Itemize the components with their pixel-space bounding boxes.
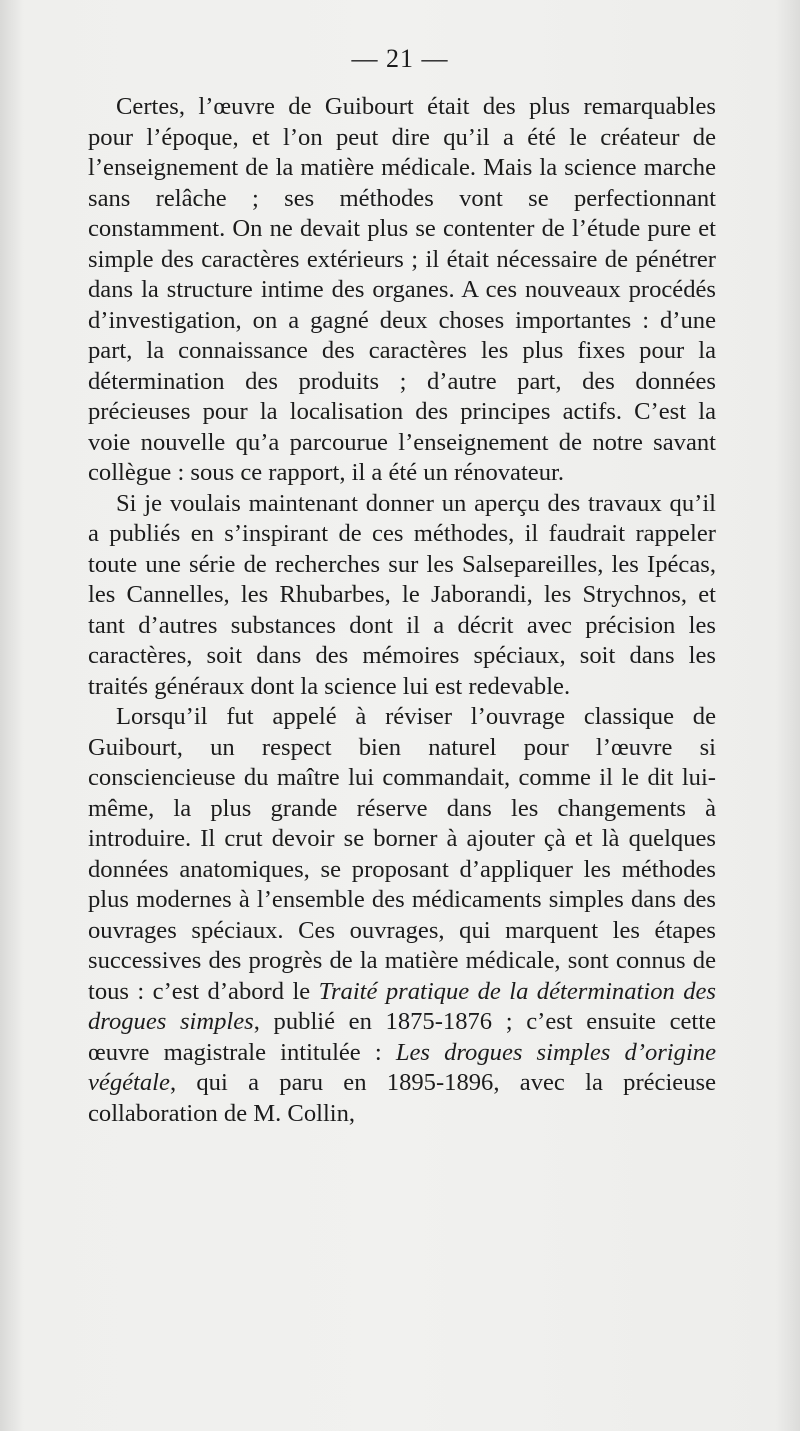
book-title-traite-pratique: Traité pratique de la détermination des drogues simples: [88, 977, 716, 1035]
body-text: [88, 92, 716, 1129]
paragraph-1: Certes, l’œuvre de Guibourt était des plus remarquables pour l’époque, et l’on peut dire qu’il a été le créateur de l’enseignement de la matière médicale. Mais la science marche sans relâche ; ses méthodes vont se perfectionnant constamment. On ne devait plus se contenter de l’étude pure et simple des caractères extérieurs ; il était nécessaire de pénétrer dans la structure intime des organes. A ces nouveaux procédés d’investigation, on a gagné deux choses importantes : d’une part, la connaissance des caractères les plus fixes pour la détermination des produits ; d’autre part, des données précieuses pour la localisation des principes actifs. C’est la voie nouvelle qu’a parcourue l’enseignement de notre savant collègue : sous ce rapport, il a été un rénovateur.: [88, 93, 716, 486]
paragraph-2: Si je voulais maintenant donner un aperçu des travaux qu’il a publiés en s’inspirant de ces méthodes, il faudrait rappeler toute une série de recherches sur les Salsepareilles, les Ipécas, les Cannelles, les Rhubarbes, le Jaborandi, les Strychnos, et tant d’autres substances dont il a décrit avec précision les caractères, soit dans des mémoires spéciaux, soit dans les traités généraux dont la science lui est redevable.: [88, 489, 716, 700]
paragraph-3-text-c: , qui a paru en 1895-1896, avec la précieuse collaboration de M. Collin,: [88, 1069, 716, 1127]
paragraph-3: [88, 702, 716, 1129]
paragraph-3-text-a: Lorsqu’il fut appelé à réviser l’ouvrage classique de Guibourt, un respect bien naturel pour l’œuvre si consciencieuse du maître lui commandait, comme il le dit lui-même, la plus grande réserve dans les changements à introduire. Il crut devoir se borner à ajouter çà et là quelques données anatomiques, se proposant d’appliquer les méthodes plus modernes à l’ensemble des médicaments simples dans des ouvrages spéciaux. Ces ouvrages, qui marquent les étapes successives des progrès de la matière médicale, sont connus de tous : c’est d’abord le: [88, 703, 716, 1005]
book-title-drogues-simples: Les drogues simples d’origine végétale: [88, 1038, 716, 1096]
paragraph-3-text-b: , publié en 1875-1876 ; c’est ensuite cette œuvre magistrale intitulée :: [88, 1008, 716, 1066]
page-number: — 21 —: [351, 44, 449, 73]
